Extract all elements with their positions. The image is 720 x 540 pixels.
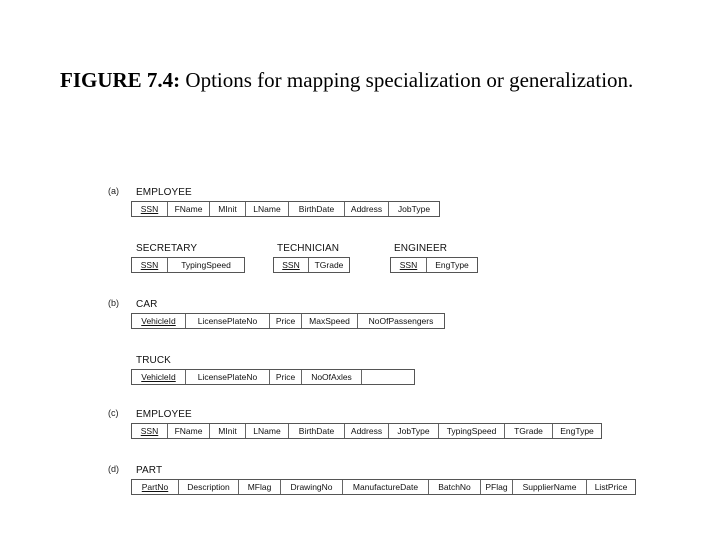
attribute-engtype: EngType: [435, 260, 469, 270]
attribute-price: Price: [270, 370, 302, 384]
attribute-maxspeed: MaxSpeed: [302, 314, 358, 328]
relation-employee-a: [131, 201, 440, 217]
attribute-price: Price: [270, 314, 302, 328]
attribute-ssn: SSN: [274, 258, 309, 272]
attribute-noofaxles: NoOfAxles: [302, 370, 362, 384]
attribute-vehicleid: VehicleId: [132, 370, 186, 384]
relation-name-part: PART: [136, 465, 163, 476]
attribute-ssn: SSN: [132, 424, 168, 438]
relation-truck: [131, 369, 415, 385]
figure-label: FIGURE 7.4:: [60, 68, 181, 92]
attribute-vehicleid: VehicleId: [132, 314, 186, 328]
attribute-typingspeed: TypingSpeed: [181, 260, 231, 270]
attribute-listprice: ListPrice: [594, 482, 628, 492]
attribute-licenseplateno: LicensePlateNo: [186, 370, 270, 384]
figure-caption: [60, 66, 660, 94]
relation-name-employee-c: EMPLOYEE: [136, 409, 192, 420]
relation-car: [131, 313, 445, 329]
part-label-d: (d): [108, 464, 119, 474]
attribute-jobtype: JobType: [397, 204, 431, 214]
attribute-fname: FName: [168, 202, 210, 216]
attribute-manufacturedate: ManufactureDate: [343, 480, 429, 494]
attribute-drawingno: DrawingNo: [281, 480, 343, 494]
attribute-ssn: SSN: [132, 202, 168, 216]
attribute-tgrade: TGrade: [505, 424, 553, 438]
relation-secretary: [131, 257, 245, 273]
attribute-suppliername: SupplierName: [513, 480, 587, 494]
relation-name-technician: TECHNICIAN: [277, 243, 340, 254]
attribute-description: Description: [179, 480, 239, 494]
attribute-lname: LName: [246, 424, 289, 438]
relation-name-employee-a: EMPLOYEE: [136, 187, 192, 198]
attribute-jobtype: JobType: [389, 424, 439, 438]
attribute-address: Address: [345, 424, 389, 438]
relation-name-truck: TRUCK: [136, 355, 171, 366]
attribute-noofpassengers: NoOfPassengers: [368, 316, 434, 326]
attribute-address: Address: [345, 202, 389, 216]
attribute-ssn: SSN: [391, 258, 427, 272]
attribute-minit: MInit: [210, 202, 246, 216]
part-label-b: (b): [108, 298, 119, 308]
attribute-pflag: PFlag: [481, 480, 513, 494]
attribute-lname: LName: [246, 202, 289, 216]
attribute-ssn: SSN: [132, 258, 168, 272]
part-label-c: (c): [108, 408, 119, 418]
relation-name-secretary: SECRETARY: [136, 243, 198, 254]
part-label-a: (a): [108, 186, 119, 196]
relation-name-car: CAR: [136, 299, 158, 310]
relation-engineer: [390, 257, 478, 273]
attribute-engtype: EngType: [560, 426, 594, 436]
relation-part: [131, 479, 636, 495]
attribute-birthdate: BirthDate: [289, 424, 345, 438]
relation-name-engineer: ENGINEER: [394, 243, 448, 254]
attribute-birthdate: BirthDate: [289, 202, 345, 216]
attribute-partno: PartNo: [132, 480, 179, 494]
attribute-empty: [362, 370, 414, 384]
attribute-minit: MInit: [210, 424, 246, 438]
attribute-typingspeed: TypingSpeed: [439, 424, 505, 438]
attribute-fname: FName: [168, 424, 210, 438]
attribute-tgrade: TGrade: [314, 260, 344, 270]
attribute-mflag: MFlag: [239, 480, 281, 494]
relation-employee-c: [131, 423, 602, 439]
figure-caption-text: Options for mapping specialization or generalization.: [180, 68, 634, 92]
relation-technician: [273, 257, 350, 273]
attribute-licenseplateno: LicensePlateNo: [186, 314, 270, 328]
attribute-batchno: BatchNo: [429, 480, 481, 494]
